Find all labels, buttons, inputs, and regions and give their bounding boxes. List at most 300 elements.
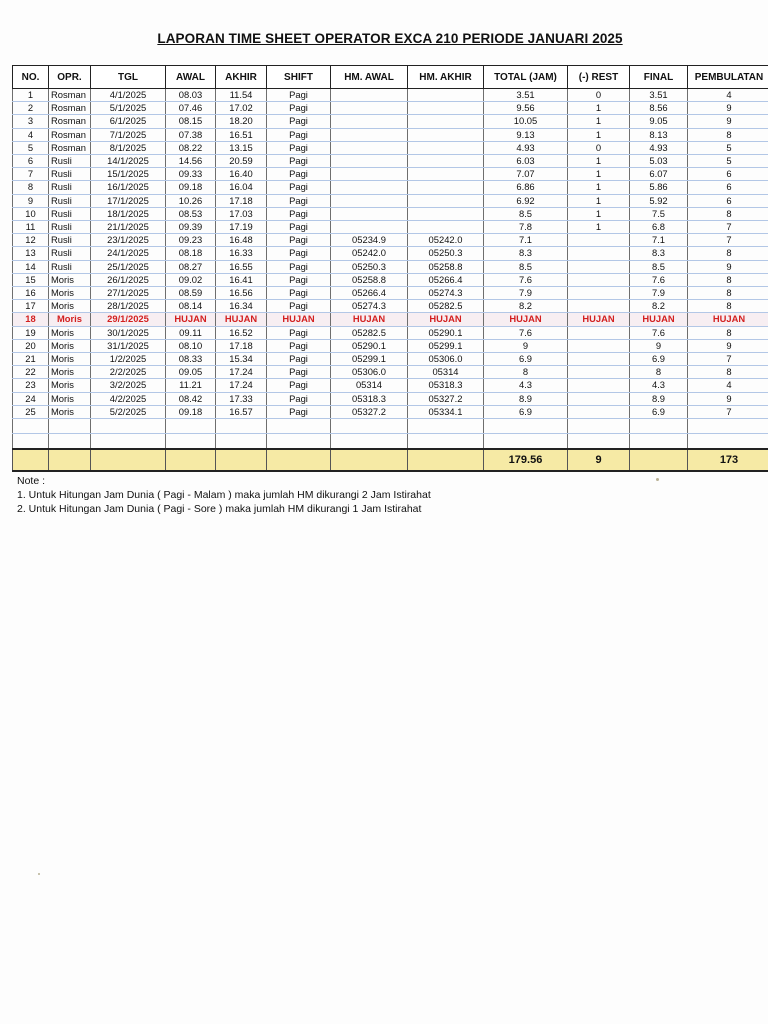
cell-hm-awal [331,207,408,220]
table-row [13,181,768,194]
cell-hm-awal: 05242.0 [331,247,408,260]
totals-empty-cell [13,449,49,471]
cell-opr: Moris [49,326,91,339]
cell-shift: Pagi [267,168,331,181]
empty-cell [568,434,630,450]
cell-final: 7.6 [630,273,688,286]
cell-tgl: 16/1/2025 [91,181,166,194]
cell-awal: 09.11 [166,326,216,339]
cell-awal: 09.18 [166,181,216,194]
cell-hm-akhir: 05314 [408,366,484,379]
table-row [13,207,768,220]
cell-shift: Pagi [267,405,331,418]
cell-shift: Pagi [267,353,331,366]
cell-akhir: 13.15 [216,141,267,154]
cell-hm-awal [331,141,408,154]
cell-opr: Rusli [49,247,91,260]
cell-hm-awal [331,221,408,234]
cell-awal: 08.42 [166,392,216,405]
cell-shift: Pagi [267,339,331,352]
cell-final: 8.2 [630,300,688,313]
empty-cell [13,419,49,434]
cell-total-jam: 7.9 [484,287,568,300]
cell-tgl: 30/1/2025 [91,326,166,339]
empty-cell [267,419,331,434]
cell-total-jam: 10.05 [484,115,568,128]
totals-empty-cell [267,449,331,471]
cell-hm-awal: 05290.1 [331,339,408,352]
cell-final: 5.92 [630,194,688,207]
cell-pembulatan: 7 [688,221,768,234]
table-row [13,115,768,128]
cell-pembulatan: HUJAN [688,313,768,326]
cell-total-jam: 9.13 [484,128,568,141]
cell-pembulatan: 8 [688,287,768,300]
cell-total-jam: 7.6 [484,326,568,339]
cell-akhir: 16.56 [216,287,267,300]
cell-rest: 0 [568,141,630,154]
cell-no: 24 [13,392,49,405]
empty-cell [331,434,408,450]
cell-hm-akhir: 05299.1 [408,339,484,352]
table-row [13,379,768,392]
cell-shift: Pagi [267,273,331,286]
totals-empty-cell [331,449,408,471]
cell-final: 6.9 [630,353,688,366]
cell-pembulatan: 9 [688,260,768,273]
cell-opr: Rusli [49,181,91,194]
cell-hm-akhir: 05334.1 [408,405,484,418]
cell-no: 2 [13,102,49,115]
cell-no: 6 [13,155,49,168]
cell-rest: 1 [568,221,630,234]
cell-tgl: 5/1/2025 [91,102,166,115]
cell-rest [568,379,630,392]
cell-pembulatan: 8 [688,300,768,313]
empty-cell [216,434,267,450]
empty-cell [49,434,91,450]
cell-tgl: 7/1/2025 [91,128,166,141]
cell-rest [568,247,630,260]
cell-opr: Rusli [49,207,91,220]
cell-awal: 08.18 [166,247,216,260]
cell-tgl: 27/1/2025 [91,287,166,300]
table-row [13,155,768,168]
cell-no: 5 [13,141,49,154]
cell-awal: 08.03 [166,89,216,102]
cell-awal: 11.21 [166,379,216,392]
cell-tgl: 21/1/2025 [91,221,166,234]
cell-hm-awal [331,128,408,141]
cell-opr: Moris [49,287,91,300]
table-row [13,405,768,418]
cell-awal: 08.14 [166,300,216,313]
cell-rest [568,326,630,339]
col-header-tgl: TGL [91,66,166,89]
col-header-awal: AWAL [166,66,216,89]
cell-tgl: 4/1/2025 [91,89,166,102]
cell-opr: Rosman [49,141,91,154]
cell-akhir: 16.40 [216,168,267,181]
cell-rest [568,273,630,286]
cell-final: HUJAN [630,313,688,326]
cell-tgl: 18/1/2025 [91,207,166,220]
cell-hm-awal [331,102,408,115]
cell-hm-akhir: 05258.8 [408,260,484,273]
cell-rest: 1 [568,155,630,168]
cell-tgl: 4/2/2025 [91,392,166,405]
cell-hm-akhir [408,128,484,141]
cell-rest: 1 [568,181,630,194]
cell-hm-akhir [408,155,484,168]
cell-awal: 09.23 [166,234,216,247]
empty-cell [166,419,216,434]
cell-awal: 08.15 [166,115,216,128]
notes-heading: Note : [17,475,46,487]
empty-cell [630,419,688,434]
cell-akhir: 17.02 [216,102,267,115]
pembulatan-sum: 173 [688,449,768,471]
cell-awal: 14.56 [166,155,216,168]
cell-awal: 08.10 [166,339,216,352]
cell-total-jam: 8.5 [484,260,568,273]
cell-hm-awal [331,89,408,102]
table-row [13,313,768,326]
cell-shift: Pagi [267,128,331,141]
col-header-pembulatan: PEMBULATAN [688,66,768,89]
cell-hm-awal [331,194,408,207]
cell-rest [568,353,630,366]
totals-empty-cell [216,449,267,471]
cell-tgl: 26/1/2025 [91,273,166,286]
cell-awal: 08.27 [166,260,216,273]
rest-sum: 9 [568,449,630,471]
empty-cell [91,419,166,434]
cell-pembulatan: 6 [688,194,768,207]
cell-akhir: 16.48 [216,234,267,247]
cell-akhir: 16.34 [216,300,267,313]
cell-opr: Rusli [49,155,91,168]
cell-total-jam: 7.6 [484,273,568,286]
cell-shift: Pagi [267,141,331,154]
cell-final: 6.9 [630,405,688,418]
cell-pembulatan: 7 [688,353,768,366]
cell-no: 18 [13,313,49,326]
cell-total-jam: 6.9 [484,353,568,366]
empty-cell [408,434,484,450]
table-row [13,287,768,300]
cell-rest [568,287,630,300]
cell-akhir: 16.04 [216,181,267,194]
cell-rest: 1 [568,115,630,128]
cell-shift: Pagi [267,300,331,313]
cell-hm-akhir: HUJAN [408,313,484,326]
cell-hm-akhir [408,89,484,102]
cell-opr: Moris [49,366,91,379]
cell-awal: 09.18 [166,405,216,418]
cell-hm-akhir: 05282.5 [408,300,484,313]
cell-shift: Pagi [267,181,331,194]
cell-final: 5.03 [630,155,688,168]
cell-pembulatan: 9 [688,102,768,115]
cell-tgl: 25/1/2025 [91,260,166,273]
cell-final: 7.1 [630,234,688,247]
cell-final: 3.51 [630,89,688,102]
cell-pembulatan: 8 [688,366,768,379]
cell-no: 25 [13,405,49,418]
empty-cell [688,434,768,450]
cell-hm-akhir: 05318.3 [408,379,484,392]
totals-empty-cell [91,449,166,471]
cell-shift: Pagi [267,287,331,300]
notes-section [17,474,431,516]
cell-no: 16 [13,287,49,300]
cell-final: 8 [630,366,688,379]
empty-cell [267,434,331,450]
cell-opr: Moris [49,353,91,366]
cell-total-jam: 6.92 [484,194,568,207]
cell-total-jam: 9.56 [484,102,568,115]
cell-shift: Pagi [267,392,331,405]
totals-empty-cell [630,449,688,471]
cell-total-jam: 6.86 [484,181,568,194]
cell-hm-akhir: 05274.3 [408,287,484,300]
cell-shift: Pagi [267,260,331,273]
cell-awal: 09.05 [166,366,216,379]
cell-rest: 1 [568,207,630,220]
empty-cell [484,434,568,450]
cell-hm-awal [331,115,408,128]
paper-speck [656,478,659,481]
cell-hm-akhir [408,194,484,207]
cell-shift: Pagi [267,247,331,260]
cell-akhir: 11.54 [216,89,267,102]
table-row [13,273,768,286]
cell-final: 8.5 [630,260,688,273]
cell-hm-akhir: 05290.1 [408,326,484,339]
cell-hm-awal: 05234.9 [331,234,408,247]
col-header-hm-akhir: HM. AKHIR [408,66,484,89]
cell-hm-akhir [408,168,484,181]
cell-hm-awal [331,155,408,168]
cell-total-jam: 4.93 [484,141,568,154]
cell-tgl: 14/1/2025 [91,155,166,168]
cell-tgl: 15/1/2025 [91,168,166,181]
cell-hm-akhir [408,221,484,234]
cell-rest: 1 [568,102,630,115]
cell-tgl: 2/2/2025 [91,366,166,379]
note-item: 1. Untuk Hitungan Jam Dunia ( Pagi - Malam ) maka jumlah HM dikurangi 2 Jam Istirahat [17,489,431,501]
cell-pembulatan: 7 [688,234,768,247]
cell-total-jam: 7.1 [484,234,568,247]
cell-no: 8 [13,181,49,194]
table-row [13,102,768,115]
cell-no: 14 [13,260,49,273]
cell-awal: 10.26 [166,194,216,207]
cell-opr: Moris [49,313,91,326]
cell-no: 9 [13,194,49,207]
col-header-hm-awal: HM. AWAL [331,66,408,89]
cell-final: 6.07 [630,168,688,181]
cell-rest [568,405,630,418]
cell-hm-awal: 05314 [331,379,408,392]
cell-rest: 1 [568,128,630,141]
cell-final: 8.9 [630,392,688,405]
cell-opr: Rosman [49,128,91,141]
cell-total-jam: 6.9 [484,405,568,418]
cell-total-jam: 8.2 [484,300,568,313]
cell-tgl: 3/2/2025 [91,379,166,392]
cell-total-jam: 6.03 [484,155,568,168]
cell-hm-awal: 05258.8 [331,273,408,286]
empty-cell [484,419,568,434]
cell-awal: 08.22 [166,141,216,154]
cell-shift: Pagi [267,89,331,102]
table-row [13,128,768,141]
totals-empty-cell [408,449,484,471]
cell-akhir: 16.52 [216,326,267,339]
col-header-rest: (-) REST [568,66,630,89]
cell-rest [568,366,630,379]
cell-shift: Pagi [267,326,331,339]
cell-hm-awal: 05299.1 [331,353,408,366]
cell-total-jam: 9 [484,339,568,352]
table-body [13,89,768,450]
cell-rest: 0 [568,89,630,102]
cell-final: 8.13 [630,128,688,141]
cell-hm-awal: 05306.0 [331,366,408,379]
cell-rest [568,300,630,313]
cell-hm-awal: 05318.3 [331,392,408,405]
cell-rest [568,339,630,352]
cell-final: 6.8 [630,221,688,234]
cell-hm-akhir [408,115,484,128]
cell-shift: Pagi [267,234,331,247]
col-header-akhir: AKHIR [216,66,267,89]
cell-pembulatan: 8 [688,326,768,339]
cell-awal: 07.46 [166,102,216,115]
cell-awal: 08.59 [166,287,216,300]
cell-opr: Rusli [49,168,91,181]
cell-no: 19 [13,326,49,339]
cell-shift: Pagi [267,194,331,207]
cell-akhir: HUJAN [216,313,267,326]
cell-no: 1 [13,89,49,102]
cell-opr: Moris [49,379,91,392]
cell-no: 7 [13,168,49,181]
cell-total-jam: HUJAN [484,313,568,326]
cell-final: 5.86 [630,181,688,194]
cell-shift: Pagi [267,379,331,392]
cell-hm-awal [331,168,408,181]
cell-awal: 09.39 [166,221,216,234]
cell-pembulatan: 9 [688,392,768,405]
report-title: LAPORAN TIME SHEET OPERATOR EXCA 210 PERIODE JANUARI 2025 [157,31,623,46]
cell-akhir: 17.19 [216,221,267,234]
table-row [13,300,768,313]
cell-opr: Rusli [49,194,91,207]
cell-pembulatan: 8 [688,247,768,260]
cell-final: 7.6 [630,326,688,339]
cell-hm-akhir: 05327.2 [408,392,484,405]
cell-no: 22 [13,366,49,379]
cell-shift: HUJAN [267,313,331,326]
cell-pembulatan: 4 [688,379,768,392]
cell-total-jam: 8.5 [484,207,568,220]
col-header-shift: SHIFT [267,66,331,89]
cell-total-jam: 3.51 [484,89,568,102]
cell-rest: 1 [568,168,630,181]
cell-akhir: 17.18 [216,339,267,352]
cell-tgl: 6/1/2025 [91,115,166,128]
cell-final: 8.56 [630,102,688,115]
cell-opr: Moris [49,273,91,286]
cell-hm-awal: 05282.5 [331,326,408,339]
total-jam-sum: 179.56 [484,449,568,471]
cell-no: 3 [13,115,49,128]
cell-no: 13 [13,247,49,260]
cell-shift: Pagi [267,207,331,220]
cell-hm-akhir: 05266.4 [408,273,484,286]
totals-row [13,449,768,471]
empty-cell [568,419,630,434]
cell-pembulatan: 8 [688,207,768,220]
table-header-row [13,66,768,89]
cell-opr: Moris [49,405,91,418]
cell-awal: 09.02 [166,273,216,286]
cell-shift: Pagi [267,221,331,234]
cell-pembulatan: 9 [688,115,768,128]
table-row [13,353,768,366]
table-row [13,247,768,260]
cell-hm-akhir [408,207,484,220]
empty-cell [91,434,166,450]
cell-opr: Rusli [49,260,91,273]
cell-awal: 08.53 [166,207,216,220]
cell-final: 4.3 [630,379,688,392]
cell-shift: Pagi [267,155,331,168]
table-row [13,234,768,247]
cell-final: 7.5 [630,207,688,220]
cell-shift: Pagi [267,115,331,128]
col-header-no: NO. [13,66,49,89]
totals-empty-cell [49,449,91,471]
cell-hm-akhir: 05242.0 [408,234,484,247]
cell-hm-awal: 05327.2 [331,405,408,418]
cell-no: 23 [13,379,49,392]
cell-no: 10 [13,207,49,220]
cell-opr: Rosman [49,102,91,115]
cell-pembulatan: 5 [688,155,768,168]
cell-hm-awal [331,181,408,194]
cell-opr: Rusli [49,221,91,234]
cell-opr: Rosman [49,115,91,128]
table-row [13,89,768,102]
cell-rest [568,392,630,405]
cell-pembulatan: 8 [688,128,768,141]
cell-tgl: 17/1/2025 [91,194,166,207]
empty-cell [216,419,267,434]
table-row [13,339,768,352]
cell-no: 17 [13,300,49,313]
cell-tgl: 28/1/2025 [91,300,166,313]
cell-akhir: 17.03 [216,207,267,220]
table-row [13,326,768,339]
table-row [13,194,768,207]
cell-opr: Rusli [49,234,91,247]
cell-hm-akhir [408,102,484,115]
cell-hm-awal: 05250.3 [331,260,408,273]
